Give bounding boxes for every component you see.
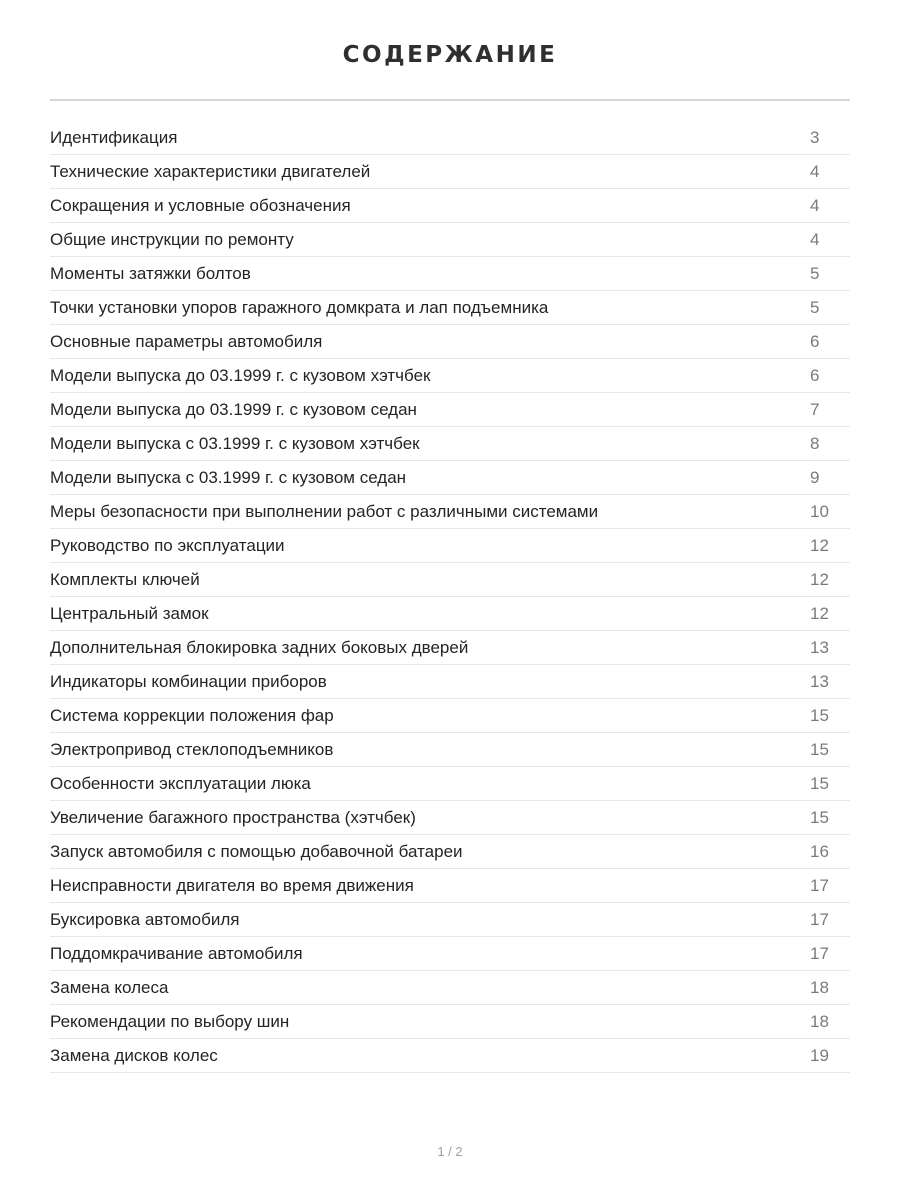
toc-entry-page-number: 4 [810,196,820,215]
toc-entry-title: Система коррекции положения фар [50,706,334,725]
title-divider [50,99,850,101]
toc-entry[interactable] [50,461,850,495]
toc-entry-page-number: 12 [810,536,829,555]
toc-entry[interactable] [50,937,850,971]
toc-entry-page-number: 4 [810,230,820,249]
toc-entry[interactable] [50,597,850,631]
toc-entry[interactable] [50,189,850,223]
toc-entry-title: Запуск автомобиля с помощью добавочной батареи [50,842,463,861]
toc-entry-title: Замена колеса [50,978,169,997]
toc-entry[interactable] [50,903,850,937]
toc-entry-title: Общие инструкции по ремонту [50,230,294,249]
toc-entry-page-number: 10 [810,502,829,521]
toc-entry-title: Неисправности двигателя во время движения [50,876,414,895]
toc-entry-title: Увеличение багажного пространства (хэтчбек) [50,808,416,827]
toc-entry-page-number: 12 [810,570,829,589]
toc-entry-page-number: 19 [810,1046,829,1065]
toc-entry-page-number: 17 [810,944,829,963]
toc-entry[interactable] [50,767,850,801]
toc-entry-page-number: 12 [810,604,829,623]
toc-entry-page-number: 7 [810,400,820,419]
document-page [50,0,850,1073]
toc-entry[interactable] [50,359,850,393]
toc-entry-title: Особенности эксплуатации люка [50,774,311,793]
page-title: СОДЕРЖАНИЕ [342,42,558,68]
toc-entry-title: Точки установки упоров гаражного домкрата и лап подъемника [50,298,549,317]
toc-entry-page-number: 5 [810,264,820,283]
toc-entry-title: Модели выпуска до 03.1999 г. с кузовом хэтчбек [50,366,431,385]
toc-entry-page-number: 3 [810,128,820,147]
toc-entry-title: Руководство по эксплуатации [50,536,285,555]
toc-entry[interactable] [50,733,850,767]
toc-entry-title: Модели выпуска с 03.1999 г. с кузовом хэтчбек [50,434,420,453]
toc-entry[interactable] [50,1039,850,1073]
toc-entry-title: Буксировка автомобиля [50,910,240,929]
toc-entry[interactable] [50,699,850,733]
toc-entry-title: Модели выпуска до 03.1999 г. с кузовом седан [50,400,417,419]
toc-entry-page-number: 15 [810,808,829,827]
toc-entry-title: Идентификация [50,128,178,147]
toc-entry-title: Технические характеристики двигателей [50,162,371,181]
toc-entry[interactable] [50,325,850,359]
toc-entry-title: Меры безопасности при выполнении работ с различными системами [50,502,599,521]
toc-entry[interactable] [50,121,850,155]
toc-entry-title: Комплекты ключей [50,570,200,589]
toc-entry-page-number: 8 [810,434,820,453]
toc-entry-title: Дополнительная блокировка задних боковых дверей [50,638,469,657]
toc-entry-page-number: 15 [810,740,829,759]
toc-entry[interactable] [50,393,850,427]
toc-entry[interactable] [50,427,850,461]
page-indicator: 1 / 2 [437,1144,463,1159]
toc-entry-page-number: 13 [810,638,829,657]
toc-entry[interactable] [50,665,850,699]
toc-entry[interactable] [50,223,850,257]
toc-entry-page-number: 15 [810,706,829,725]
toc-entry-page-number: 6 [810,366,820,385]
table-of-contents [50,121,850,1073]
toc-entry-page-number: 13 [810,672,829,691]
toc-entry-title: Основные параметры автомобиля [50,332,323,351]
toc-entry-title: Замена дисков колес [50,1046,218,1065]
toc-entry-page-number: 6 [810,332,820,351]
toc-entry-page-number: 15 [810,774,829,793]
toc-entry[interactable] [50,801,850,835]
toc-entry[interactable] [50,971,850,1005]
toc-entry-page-number: 17 [810,910,829,929]
toc-entry-page-number: 18 [810,978,829,997]
toc-entry-page-number: 5 [810,298,820,317]
toc-entry-title: Индикаторы комбинации приборов [50,672,327,691]
toc-entry[interactable] [50,529,850,563]
toc-entry[interactable] [50,563,850,597]
toc-entry[interactable] [50,291,850,325]
toc-entry[interactable] [50,869,850,903]
toc-entry[interactable] [50,631,850,665]
toc-entry-title: Центральный замок [50,604,209,623]
toc-entry-title: Рекомендации по выбору шин [50,1012,290,1031]
toc-entry-page-number: 9 [810,468,820,487]
toc-entry-title: Поддомкрачивание автомобиля [50,944,303,963]
toc-entry-page-number: 18 [810,1012,829,1031]
toc-entry[interactable] [50,835,850,869]
toc-entry[interactable] [50,1005,850,1039]
toc-entry[interactable] [50,155,850,189]
toc-entry[interactable] [50,495,850,529]
toc-entry-page-number: 16 [810,842,829,861]
toc-entry-title: Электропривод стеклоподъемников [50,740,334,759]
toc-entry[interactable] [50,257,850,291]
toc-entry-title: Моменты затяжки болтов [50,264,251,283]
toc-entry-title: Сокращения и условные обозначения [50,196,351,215]
toc-entry-title: Модели выпуска с 03.1999 г. с кузовом седан [50,468,407,487]
toc-entry-page-number: 17 [810,876,829,895]
toc-entry-page-number: 4 [810,162,820,181]
